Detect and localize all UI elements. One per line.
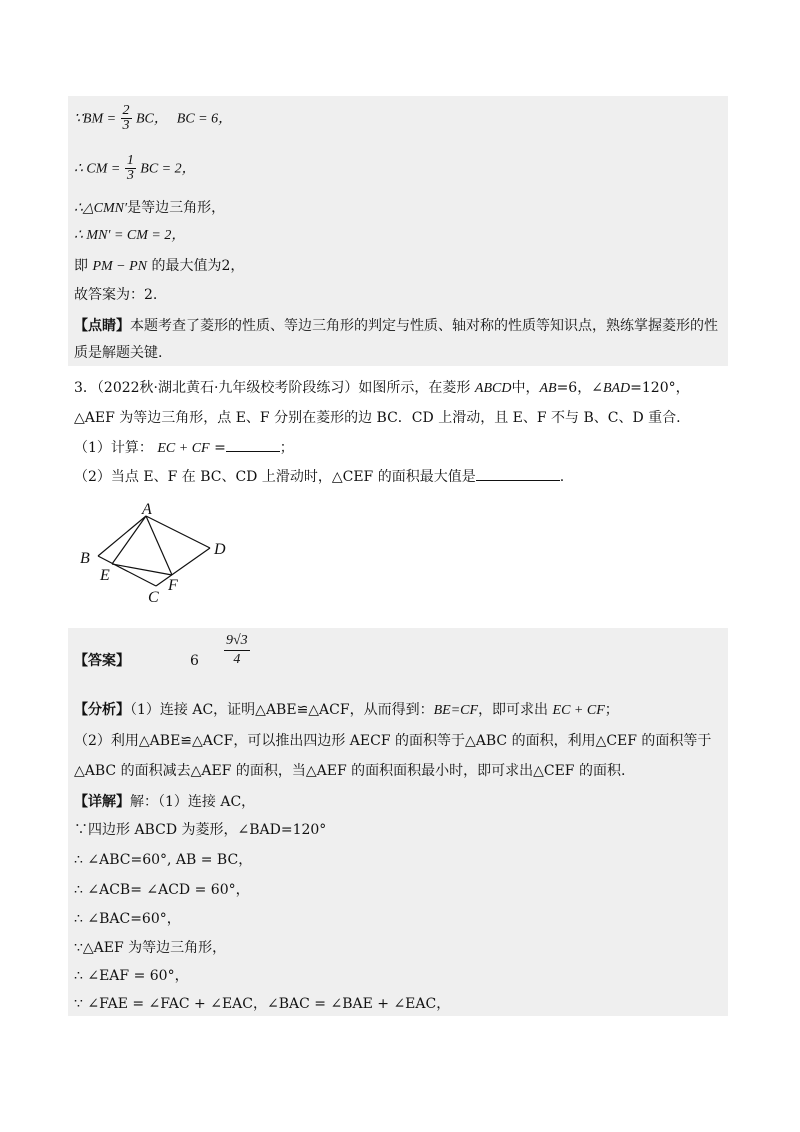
label-d: D [214,541,226,558]
edge-ef [112,564,172,575]
answer-blank-1 [226,451,280,452]
analysis-line-2: （2）利用△ABE≌△ACF，可以推出四边形 AECF 的面积等于△ABC 的面积，利用△CEF 的面积等于 [74,733,712,749]
edge-af [146,516,172,575]
detail-line-2: ∵四边形 ABCD 为菱形，∠BAD=120° [74,822,327,838]
line-cm: ∴ CM = $\frac{1}{3}$ BC = 2， [74,153,196,183]
answer-value-2: $\frac{9√3}{4}$ [226,633,248,667]
label-a: A [142,501,152,518]
line-bm: ∵BM = $\frac{2}{3}$ BC， BC = 6， [74,103,233,133]
answer-blank-2 [476,480,560,481]
answer-value-1: 6 [190,653,199,669]
label-e: E [100,567,110,584]
detail-line-5: ∴ ∠BAC=60°， [74,911,181,927]
line-max-value: 即 PM − PN 的最大值为2， [74,258,245,274]
edge-ad [146,516,210,548]
analysis-line-1: 【分析】（1）连接 AC，证明△ABE≌△ACF，从而得到：BE=CF，即可求出 EC + CF； [74,702,619,718]
label-c: C [148,589,159,606]
analysis-line-3: △ABC 的面积减去△AEF 的面积，当△AEF 的面积面积最小时，即可求出△CEF 的面积. [74,763,626,779]
question-3-sub-2: （2）当点 E、F 在 BC、CD 上滑动时，△CEF 的面积最大值是 . [74,469,565,485]
answer-line: 【答案】 6 $\frac{9√3}{4}$ [74,640,130,662]
question-3-line-1: 3．（2022秋·湖北黄石·九年级校考阶段练习）如图所示，在菱形 ABCD中，AB=6，∠BAD=120°， [74,380,690,396]
fraction-one-third: $\frac{1}{3}$ [126,153,134,183]
comment-line-1: 【点睛】本题考查了菱形的性质、等边三角形的判定与性质、轴对称的性质等知识点，熟练掌握菱形的性 [74,318,718,334]
line-mn: ∴ MN′ = CM = 2， [74,228,186,243]
edge-cd [156,548,210,586]
label-b: B [80,550,90,567]
detail-line-6: ∵△AEF 为等边三角形， [74,940,227,956]
detail-line-7: ∴ ∠EAF = 60°， [74,968,189,984]
detail-line-4: ∴ ∠ACB= ∠ACD = 60°， [74,882,250,898]
detail-line-1: 【详解】解：（1）连接 AC， [74,794,256,810]
question-3-sub-1: （1）计算： EC + CF = ； [74,440,294,456]
line-answer-2: 故答案为：2. [74,287,158,303]
label-f: F [168,577,178,594]
fraction-two-thirds: $\frac{2}{3}$ [122,103,130,133]
detail-line-3: ∴ ∠ABC=60°, AB = BC， [74,852,253,868]
comment-line-2: 质是解题关键. [74,345,163,361]
question-3-line-2: △AEF 为等边三角形，点 E、F 分别在菱形的边 BC．CD 上滑动，且 E、F 不与 B、C、D 重合. [74,410,681,426]
line-equilateral: ∴△CMN′是等边三角形， [74,200,226,216]
detail-line-8: ∵ ∠FAE = ∠FAC + ∠EAC，∠BAC = ∠BAE + ∠EAC， [74,996,451,1012]
rhombus-figure [76,500,246,612]
